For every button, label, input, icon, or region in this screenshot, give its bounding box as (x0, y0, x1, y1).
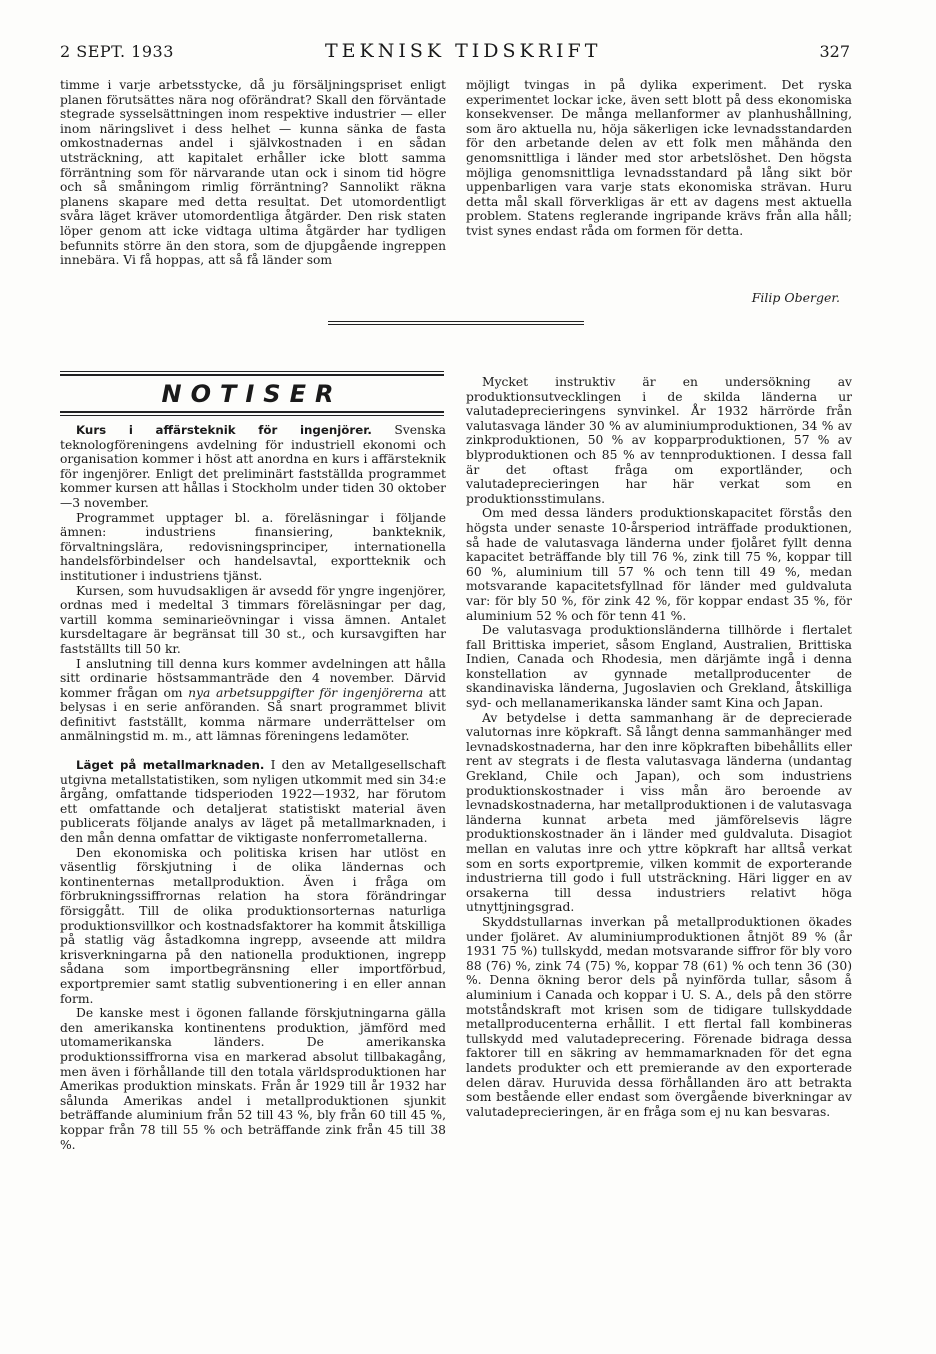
page-number: 327 (819, 42, 850, 61)
paragraph: Mycket instruktiv är en undersökning av produktionsutvecklingen i de skilda länderna ur valutadeprecieringens synvinkel. År 1932 härrörde från valutasvaga länder 30 % av aluminiumproduktionen, 34 % av zinkproduktionen, 50 % av kopparproduktionen, 57 % av blyproduktionen och 85 % av tennproduktionen. I dessa fall är det oftast fråga om exportländer, och valutadeprecieringen har här verkat som en produktionsstimulans. (466, 375, 852, 506)
heading-rule-top (60, 371, 444, 376)
author-signature: Filip Oberger. (751, 290, 840, 305)
paragraph: De valutasvaga produktionsländerna tillhörde i flertalet fall Brittiska imperiet, såsom England, Australien, Brittiska Indien, Canada och Rhodesia, men därjämte ingå i denna konstellation av gynnade metallproducenter de skandinaviska länderna, Jugoslavien och Grekland, åtskilliga syd- och mellanamerikanska länder samt Kina och Japan. (466, 623, 852, 711)
paragraph: Kurs i affärsteknik för ingenjörer. Svenska teknologföreningens avdelning för industriell ekonomi och organisation kommer i höst att anordna en kurs i affärsteknik för ingenjörer. Enligt det preliminärt fastställda programmet kommer kursen att hållas i Stockholm under tiden 30 oktober—3 november. (60, 423, 446, 510)
paragraph: Av betydelse i detta sammanhang är de deprecierade valutornas inre köpkraft. Så långt denna sammanhänger med levnadskostnaderna, har den inre köpkraften bibehållits eller rent av stegrats i de flesta valutasvaga länderna (undantag Grekland, Chile och Japan), och som industriens produktionskostnader i viss mån äro beroende av levnadskostnaderna, har metallproduktionen i de valutasvaga länderna kunnat arbeta med jämförelsevis lägre produktionskostnader än i länder med guldvaluta. Disagiot mellan en valutas inre och yttre köpkraft har alltså verkat som en sorts exportpremie, vilken kommit de exporterande industrierna till godo i full utsträckning. Häri ligger en av orsakerna till dessa industriers relativt höga utnyttjningsgrad. (466, 710, 852, 915)
page-header (60, 40, 850, 64)
paragraph: Skyddstullarnas inverkan på metallproduktionen ökades under fjoläret. Av aluminiumproduktionen åtnjöt 89 % (år 1931 75 %) tullskydd, medan motsvarande siffror för bly voro 88 (76) %, zink 74 (75) %, koppar 78 (61) % och tenn 36 (30) %. Denna ökning beror dels på nyinförda tullar, såsom å aluminium i Canada och koppar i U. S. A., dels på den större motståndskraft mot krisen som de tidigare tullskyddade metallproducenterna erhållit. I ett flertal fall kombineras tullskydd med valutadeprecering. Förenade bidraga dessa faktorer till en säkring av hemmamarknaden för det egna landets produkter och ett premierande av den exporterade delen därav. Huruvida dessa förhållanden äro att betrakta som bestående eller endast som övergående biverkningar av valutadeprecieringen, är en fråga som ej nu kan besvaras. (466, 914, 852, 1119)
notice-heading-kurs: Kurs i affärsteknik för ingenjörer. (76, 423, 372, 437)
notice-heading-metall: Läget på metallmarknaden. (76, 758, 265, 773)
notiser-heading-box (60, 371, 444, 419)
section-title: NOTISER (161, 380, 343, 408)
section-divider (328, 321, 584, 327)
article-continuation-left (60, 78, 446, 268)
paragraph: I anslutning till denna kurs kommer avdelningen att hålla sitt ordinarie höstsammanträde den 4 november. Därvid kommer frågan om nya arbetsuppgifter för ingenjörerna att belysas i en serie anföranden. Så snart programmet blivit definitivt fastställt, komma närmare underrättelser om anmälningstid m. m., att lämnas föreningens ledamöter. (60, 656, 446, 744)
paragraph: Programmet upptager bl. a. föreläsningar i följande ämnen: industriens finansiering, bankteknik, förvaltningslära, redovisningsprinciper, internationella handelsförbindelser och handelsavtal, exportteknik och institutioner i industriens tjänst. (60, 510, 446, 583)
notiser-right-column (466, 375, 852, 1119)
paragraph: De kanske mest i ögonen fallande förskjutningarna gälla den amerikanska kontinentens produktion, jämförd med utomamerikanska länders. De amerikanska produktionssiffrorna visa en markerad absolut tillbakagång, men även i förhållande till den totala världsproduktionen har Amerikas produktion minskats. Från år 1929 till år 1932 har sålunda Amerikas andel i metallproduktionen sjunkit beträffande aluminium från 52 till 43 %, bly från 60 till 45 %, koppar från 78 till 55 % och beträffande zink från 45 till 38 %. (60, 1006, 446, 1152)
journal-title: TEKNISK TIDSKRIFT (325, 40, 602, 62)
article-continuation-right (466, 78, 852, 239)
issue-date: 2 SEPT. 1933 (60, 42, 174, 61)
heading-rule-bottom (60, 411, 444, 416)
paragraph: Den ekonomiska och politiska krisen har utlöst en väsentlig förskjutning i de olika ländernas och kontinenternas metallproduktion. Även i fråga om förbrukningssiffrornas relation ha stora förändringar försiggått. Till de olika produktionsorternas naturliga produktionsvillkor och kostnadsfaktorer ha kommit åtskilliga på statlig väg åstadkomna ingrepp, avseende att mildra krisverkningarna på den nationella produktionen, ingrepp sådana som importbegränsning eller importförbud, exportpremier samt statlig subventionering i en eller annan form. (60, 845, 446, 1006)
notiser-left-column (60, 423, 446, 1152)
paragraph: timme i varje arbetsstycke, då ju försäljningspriset enligt planen förutsättes nära nog oförändrat? Skall den förväntade stegrade sysselsättningen inom respektive industrier — eller inom näringslivet i dess helhet — kunna sänka de fasta omkostnadernas andel i självkostnaden i en sådan utsträckning, att kapitalet erhåller icke blott samma förräntning som för närvarande utan ock i sinom tid högre och så småningom rimlig förräntning? Sannolikt räkna planens skapare med detta resultat. Det utomordentligt svåra läget kräver utomordentliga åtgärder. Den risk staten löper genom att icke vidtaga ultima åtgärder har tydligen befunnits större än den stora, som de djupgående ingreppen innebära. Vi få hoppas, att så få länder som (60, 78, 446, 268)
paragraph: Om med dessa länders produktionskapacitet förstås den högsta under senaste 10-årsperiod inträffade produktionen, så hade de valutasvaga länderna under fjolåret fyllt denna kapacitet beträffande bly till 76 %, zink till 75 %, koppar till 60 %, aluminium till 57 % och tenn till 49 %, medan motsvarande kapacitetsfyllnad för länder med guldvaluta var: för bly 50 %, för zink 42 %, för koppar endast 35 %, för aluminium 52 % och för tenn 41 %. (466, 506, 852, 623)
paragraph: möjligt tvingas in på dylika experiment. Det ryska experimentet lockar icke, även sett blott på dess ekonomiska konsekvenser. De många mellanformer av planhushållning, som äro aktuella nu, höja säkerligen icke levnadsstandarden för den arbetande delen av ett folk men måhända den genomsnittliga i länder med stor arbetslöshet. Den högsta möjliga genomsnittliga levnadsstandard på lång sikt bör uppenbarligen vara varje stats ekonomiska strävan. Huru detta mål skall förverkligas är ett av dagens mest aktuella problem. Statens reglerande ingripande krävs från alla håll; tvist synes endast råda om formen för detta. (466, 78, 852, 238)
paragraph: Kursen, som huvudsakligen är avsedd för yngre ingenjörer, ordnas med i medeltal 3 timmars föreläsningar per dag, vartill komma seminarieövningar i vissa ämnen. Antalet kursdeltagare är begränsat till 30 st., och kursavgiften har fastställts till 50 kr. (60, 583, 446, 656)
paragraph: Läget på metallmarknaden. I den av Metallgesellschaft utgivna metallstatistiken, som nyligen utkommit med sin 34:e årgång, omfattande tidsperioden 1922—1932, har förutom ett omfattande och detaljerat statistiskt material även publicerats följande analys av läget på metallmarknaden, i den mån denna omfattar de viktigaste nonferrometallerna. (60, 758, 446, 846)
